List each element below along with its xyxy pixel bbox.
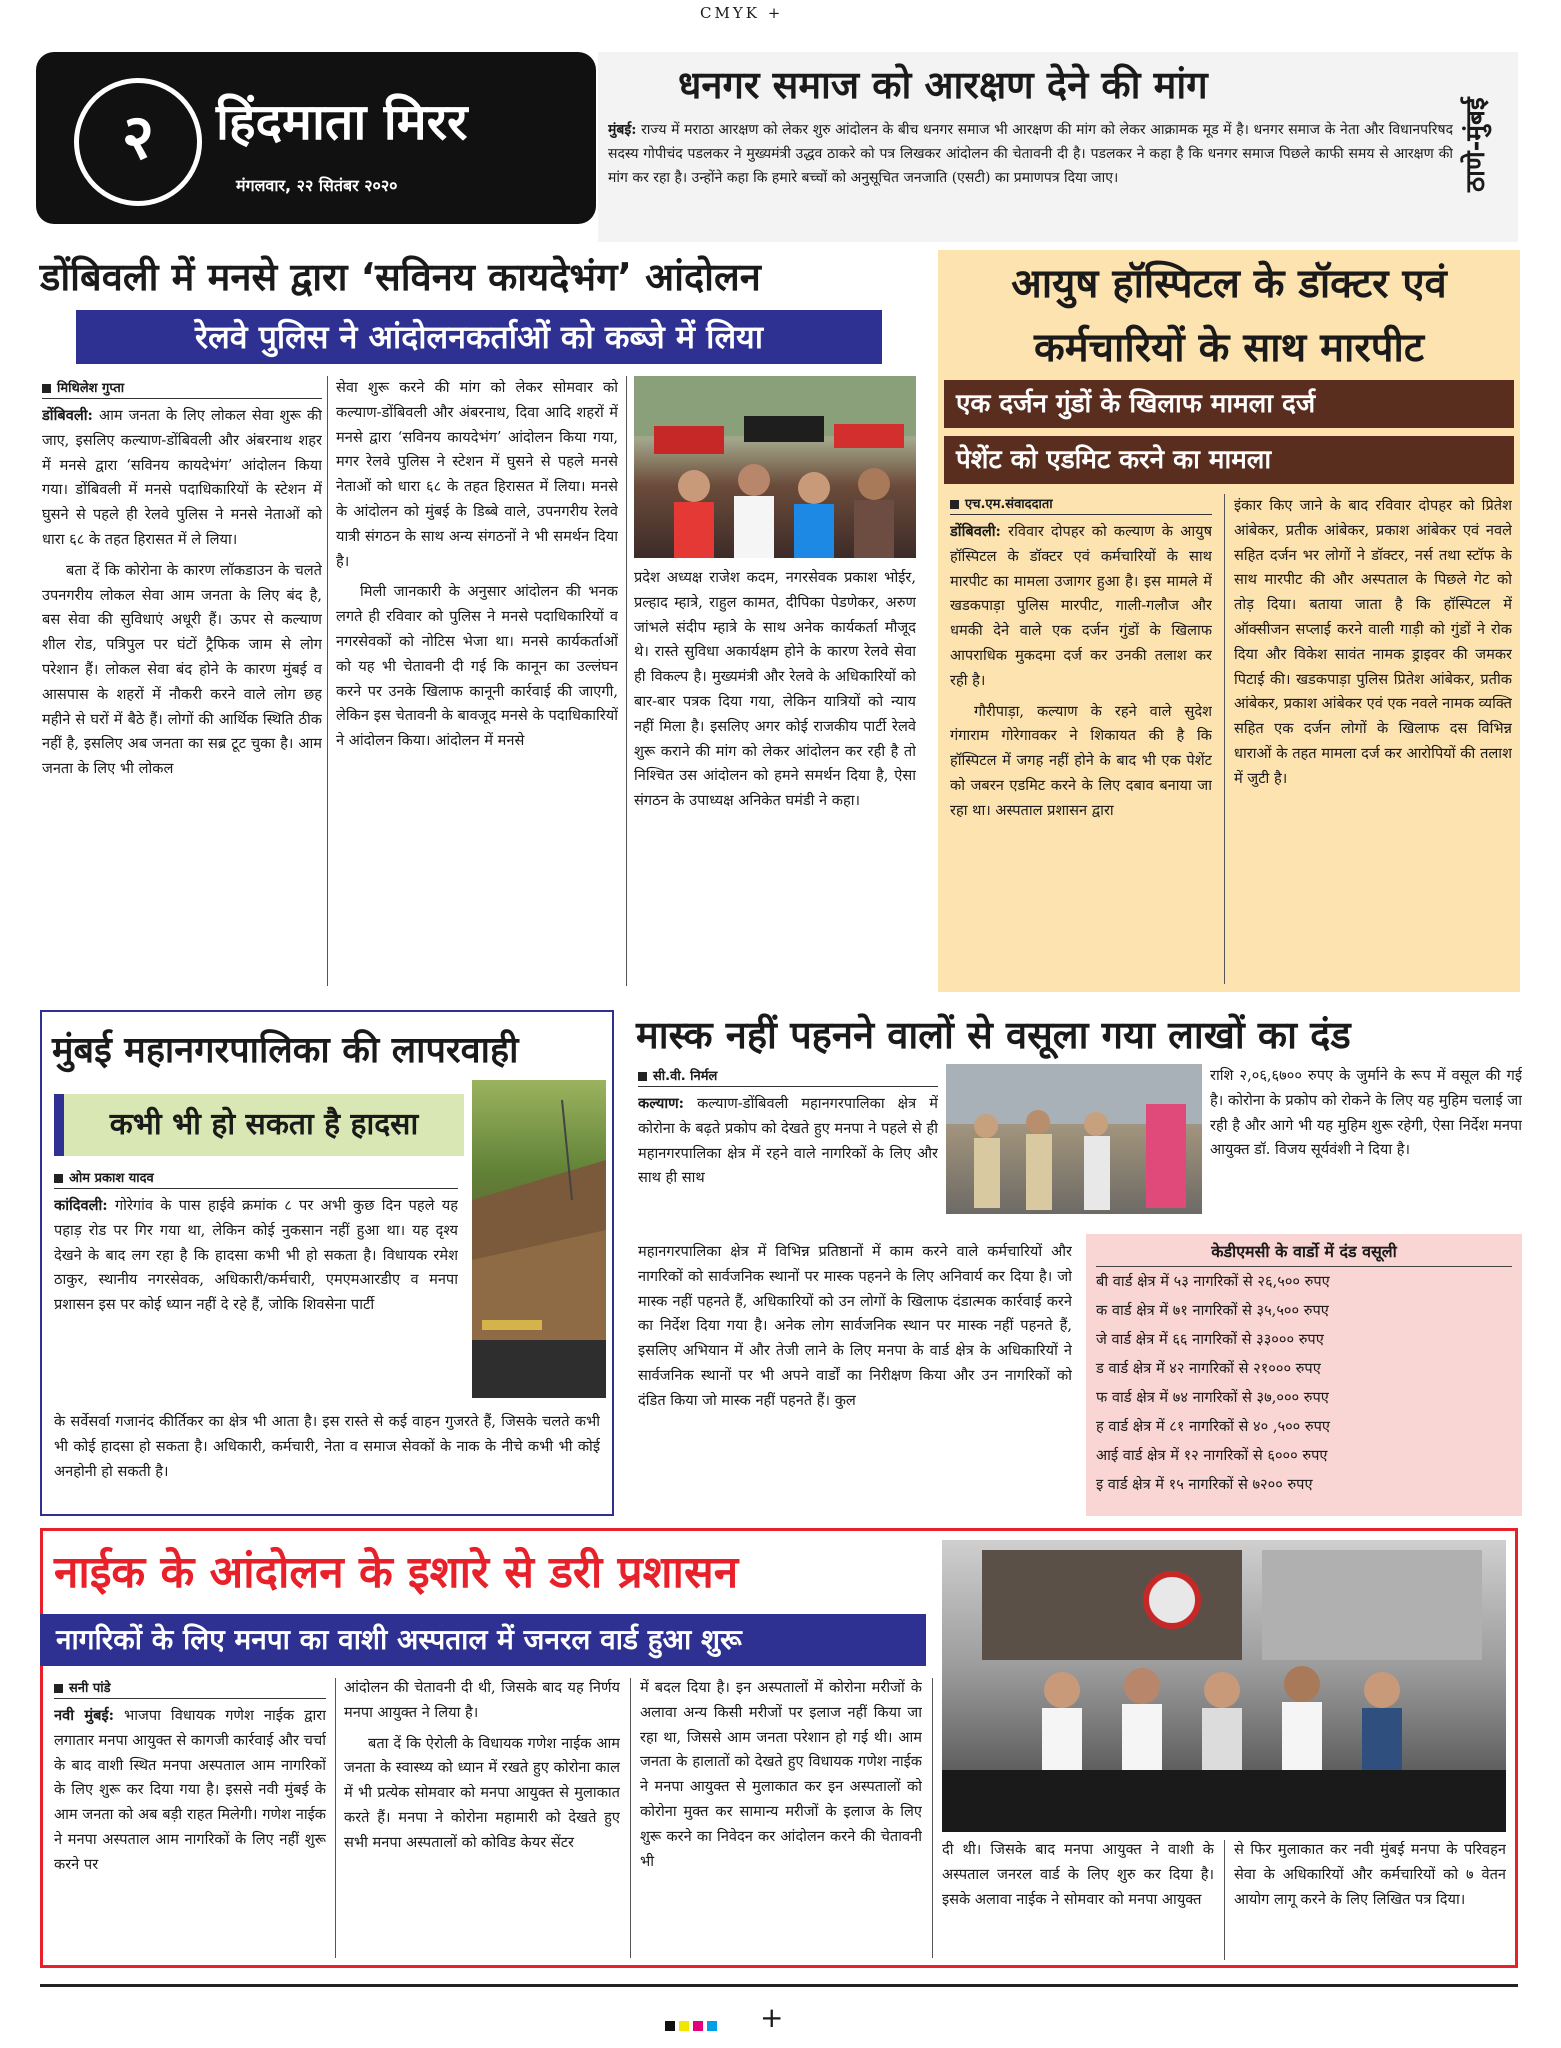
mns-col-3 (634, 566, 916, 988)
dhangar-story (598, 52, 1518, 242)
fine-row: क वार्ड क्षेत्र में ७१ नागरिकों से ३५,५०० रुपए (1096, 1302, 1329, 1319)
mns-col1-p1: आम जनता के लिए लोकल सेवा शुरू की जाए, इसलिए कल्याण-डोंबिवली और अंबरनाथ शहर में मनसे द्वारा ‘सविनय कायदेभंग’ आंदोलन किया गया। डोंबिवली में मनसे पदाधिकारियों के स्टेशन में घुसने से पहले ही रेलवे पुलिस ने मनसे नेताओं को धारा ६८ के तहत हिरासत में ले लिया। (42, 407, 322, 548)
fine-row: बी वार्ड क्षेत्र में ५३ नागरिकों से २६,५०० रुपए (1096, 1273, 1330, 1290)
press-conference-photo (942, 1540, 1506, 1832)
registration-plus: + (760, 2001, 784, 2034)
bmc-dateline: कांदिवली: (54, 1197, 108, 1214)
bmc-bottom-text: के सर्वेसर्वा गजानंद कीर्तिकर का क्षेत्र भी आता है। इस रास्ते से कई वाहन गुजरते हैं, जिसके चलते कभी भी कोई हादसा हो सकता है। अधिकारी, कर्मचारी, नेता व समाज सेवकों के नाक के नीचे कभी भी कोई अनहोनी हो सकती है। (54, 1413, 600, 1480)
fine-box (1086, 1234, 1522, 1516)
mns-subhead-text: रेलवे पुलिस ने आंदोलनकर्ताओं को कब्जे में लिया (194, 318, 763, 356)
naik-col3-text: में बदल दिया है। इन अस्पतालों में कोरोना मरीजों के अलावा अन्य किसी मरीजों पर इलाज नहीं किया जा रहा था, जिससे आम जनता परेशान हो गई थी। आम जनता के हालातों को देखते हुए विधायक गणेश नाईक ने मनपा आयुक्त से मुलाकात कर इन अस्पतालों को कोरोना मुक्त कर सामान्य मरीजों के इलाज के लिए शुरू करने का निवेदन कर आंदोलन करने की चेतावनी भी (640, 1679, 922, 1870)
naik-dateline: नवी मुंबई: (54, 1707, 115, 1724)
fine-row: फ वार्ड क्षेत्र में ७४ नागरिकों से ३७,००० रुपए (1096, 1389, 1329, 1406)
mask-body-top (638, 1092, 938, 1242)
mask-byline (638, 1066, 938, 1087)
rule (335, 1678, 336, 1958)
cmyk-mark: CMYK + (700, 4, 784, 22)
issue-date: मंगलवार, २२ सितंबर २०२० (236, 176, 398, 195)
naik-col-2 (344, 1676, 620, 1960)
naik-col-1 (54, 1704, 326, 1958)
mask-headline: मास्क नहीं पहनने वालों से वसूला गया लाखों का दंड (636, 1013, 1351, 1057)
swatch-yellow (679, 2021, 689, 2031)
ayush-col-2 (1234, 494, 1512, 988)
ayush-sub-2 (944, 436, 1514, 484)
ayush-headline-1: आयुष हॉस्पिटल के डॉक्टर एवं (1011, 261, 1447, 307)
byline-square (54, 1684, 63, 1693)
ayush-col2-p1: इंकार किए जाने के बाद रविवार दोपहर को प्रितेश आंबेकर, प्रतीक आंबेकर, प्रकाश आंबेकर एवं नवले सहित दर्जन भर लोगों ने डॉक्टर, नर्स तथा स्टॉफ के साथ मारपीट की और अस्पताल के पिछले गेट को तोड़ दिया। बताया जाता है कि हॉस्पिटल में ऑक्सीजन सप्लाई करने वाली गाड़ी को गुंडों ने रोक दिया और विकेश सावंत नामक ड्राइवर की जमकर पिटाई की। खडकपाड़ा पुलिस प्रितेश आंबेकर, प्रतीक आंबेकर, प्रकाश आंबेकर एवं एक नवले नामक व्यक्ति सहित एक दर्जन लोगों के खिलाफ दस विभिन्न धाराओं के तहत मामला दर्ज कर आरोपियों की तलाश में जुटी है। (1234, 497, 1512, 787)
fine-row: जे वार्ड क्षेत्र में ६६ नागरिकों से ३३००० रुपए (1096, 1331, 1324, 1348)
dhangar-dateline: मुंबई: (608, 122, 637, 138)
mns-col-1 (42, 404, 322, 990)
mns-col2-p1: सेवा शुरू करने की मांग को लेकर सोमवार को कल्याण-डोंबिवली और अंबरनाथ, दिवा आदि शहरों में मनसे द्वारा ‘सविनय कायदेभंग’ आंदोलन किया गया, मगर रेलवे पुलिस ने स्टेशन में घुसने से पहले मनसे नेताओं को धारा ६८ के तहत हिरासत में लिया। मनसे के आंदोलन को मुंबई के डिब्बे वाले, उपनगरीय रेलवे यात्री संगठन के साथ अन्य संगठनों ने भी समर्थन दिया है। (336, 379, 618, 570)
ayush-dateline: डोंबिवली: (950, 523, 1001, 540)
fine-row: ड वार्ड क्षेत्र में ४२ नागरिकों से २१००० रुपए (1096, 1360, 1321, 1377)
byline-square (54, 1174, 63, 1183)
rule (1224, 1840, 1225, 1960)
bmc-subhead (54, 1094, 464, 1156)
ayush-sub2-text: पेशेंट को एडमिट करने का मामला (956, 445, 1272, 475)
mns-col2-p2: मिली जानकारी के अनुसार आंदोलन की भनक लगते ही रविवार को पुलिस ने मनसे पदाधिकारियों व नगरसेवकों को नोटिस भेजा था। मनसे कार्यकर्ताओं को यह भी चेतावनी दी गई कि कानून का उल्लंघन करने पर उनके खिलाफ कानूनी कार्रवाई की जाएगी, लेकिन इस चेतावनी के बावजूद मनसे के पदाधिकारियों ने आंदोलन किया। आंदोलन में मनसे (336, 583, 618, 750)
bmc-top-text: गोरेगांव के पास हाईवे क्रमांक ८ पर अभी कुछ दिन पहले यह पहाड़ रोड पर गिर गया था, लेकिन कोई नुकसान नहीं हुआ था। यह दृश्य देखने के बाद लग रहा है कि हादसा कभी भी हो सकता है। विधायक रमेश ठाकुर, स्थानीय नगरसेवक, अधिकारी/कर्मचारी, एमएमआरडीए व मनपा प्रशासन इस पर कोई ध्यान नहीं दे रहे हैं, जोकि शिवसेना पार्टी (54, 1197, 458, 1314)
bmc-byline (54, 1168, 458, 1189)
bmc-byline-name: ओम प्रकाश यादव (69, 1171, 154, 1186)
footer-rule (40, 1984, 1518, 1987)
mns-byline-name: मिथिलेश गुप्ता (57, 381, 125, 396)
naik-col2-p2: बता दें कि ऐरोली के विधायक गणेश नाईक आम जनता के स्वास्थ्य को ध्यान में रखते हुए कोरोना काल में भी प्रत्येक सोमवार को मनपा आयुक्त से मुलाकात करते हैं। मनपा ने कोरोना महामारी को देखते हुए सभी मनपा अस्पतालों को कोविड केयर सेंटर (344, 1734, 620, 1851)
naik-byline-name: सनी पांडे (69, 1681, 111, 1696)
mask-byline-name: सी.वी. निर्मल (653, 1069, 718, 1084)
naik-subhead-text: नागरिकों के लिए मनपा का वाशी अस्पताल में जनरल वार्ड हुआ शुरू (56, 1623, 742, 1656)
color-bar (665, 2016, 725, 2026)
mask-photo (946, 1064, 1202, 1214)
mns-col-2 (336, 376, 618, 988)
mns-col3-p1: प्रदेश अध्यक्ष राजेश कदम, नगरसेवक प्रकाश भोईर, प्रल्हाद म्हात्रे, राहुल कामत, दीपिका पेडणेकर, अरुण जांभले संदीप म्हात्रे के साथ अनेक कार्यकर्ता मौजूद थे। रास्ते सुविधा अकार्यक्षम होने के कारण रेलवे सेवा ही विकल्प है। मुख्यमंत्री और रेलवे के अधिकारियों को बार-बार पत्रक दिया गया, लेकिन यात्रियों को न्याय नहीं मिला है। इसलिए अगर कोई राजकीय पार्टी रेलवे शुरू कराने की मांग को लेकर आंदोलन कर रही है तो निश्चित उस आंदोलन को हमने समर्थन दिया है, ऐसा संगठन के उपाध्यक्ष अनिकेत घमंडी ने कहा। (634, 569, 916, 810)
mask-body-right (1210, 1064, 1522, 1228)
ayush-col1-p2: गौरीपाड़ा, कल्याण के रहने वाले सुदेश गंगाराम गोरेगावकर ने शिकायत की है कि हॉस्पिटल में जगह नहीं होने के बाद भी एक पेशेंट को जबरन एडमिट करने के लिए दबाव बनाया जा रहा था। अस्पताल प्रशासन द्वारा (950, 702, 1212, 819)
bmc-body-top (54, 1194, 458, 1404)
page-number-circle: २ (74, 78, 202, 206)
rule (626, 376, 627, 986)
dhangar-body (608, 118, 1453, 238)
mns-col1-p2: बता दें कि कोरोना के कारण लॉकडाउन के चलते उपनगरीय लोकल सेवा आम जनता के लिए बंद है, बस सेवा की सुविधाएं अधूरी हैं। ऊपर से कल्याण शील रोड, पत्रिपुल पर घंटों ट्रैफिक जाम से लोग परेशान हैं। लोकल सेवा बंद होने के कारण मुंबई व आसपास के शहरों में नौकरी करने वाले लोग छह महीने से घरों में बैठे हैं। लोगों की आर्थिक स्थिति ठीक नहीं है, इसलिए अब जनता का सब्र टूट चुका है। आम जनता के लिए भी लोकल (42, 561, 322, 778)
naik-col5-text: से फिर मुलाकात कर नवी मुंबई मनपा के परिवहन सेवा के अधिकारियों और कर्मचारियों को ७ वेतन आयोग लागू करने के लिए लिखित पत्र दिया। (1234, 1841, 1506, 1908)
naik-col-3 (640, 1676, 922, 1960)
landslide-photo (472, 1080, 606, 1398)
hillside-icon (472, 1080, 606, 1398)
ayush-headline-2: कर्मचारियों के साथ मारपीट (1033, 325, 1425, 371)
naik-col4-text: दी थी। जिसके बाद मनपा आयुक्त ने वाशी के अस्पताल जनरल वार्ड के लिए शुरु कर दिया है। इसके अलावा नाईक ने सोमवार को मनपा आयुक्त (942, 1841, 1214, 1908)
bmc-headline: मुंबई महानगरपालिका की लापरवाही (52, 1030, 519, 1071)
fine-row: आई वार्ड क्षेत्र में १२ नागरिकों से ६००० रुपए (1096, 1447, 1328, 1464)
fine-row: इ वार्ड क्षेत्र में १५ नागरिकों से ७२०० रुपए (1096, 1476, 1313, 1493)
print-marks-top (700, 4, 860, 28)
rule (932, 1678, 933, 1958)
dhangar-text: राज्य में मराठा आरक्षण को लेकर शुरु आंदोलन के बीच धनगर समाज भी आरक्षण की मांग को लेकर आक्रामक मूड में है। धनगर समाज के नेता और विधानपरिषद सदस्य गोपीचंद पडलकर ने मुख्यमंत्री उद्धव ठाकरे को पत्र लिखकर आंदोलन की चेतावनी दी है। पडलकर ने कहा है कि धनगर समाज पिछले काफी समय से आरक्षण की मांग कर रहा है। उन्होंने कहा कि हमारे बच्चों को अनुसूचित जनजाति (एसटी) का प्रमाणपत्र दिया जाए। (608, 122, 1453, 186)
naik-col-5 (1234, 1838, 1506, 1962)
naik-byline (54, 1678, 326, 1699)
naik-col-4 (942, 1838, 1214, 1962)
masthead (36, 52, 596, 224)
dhangar-headline: धनगर समाज को आरक्षण देने की मांग (678, 63, 1208, 107)
naik-headline: नाईक के आंदोलन के इशारे से डरी प्रशासन (54, 1547, 739, 1598)
police-scene-icon (946, 1064, 1202, 1214)
naik-col1-text: भाजपा विधायक गणेश नाईक द्वारा लगातार मनपा आयुक्त से कागजी कार्रवाई और चर्चा के बाद वाशी स्थित मनपा अस्पताल आम नागरिकों के लिए शुरू कर दिया गया है। इससे नवी मुंबई के आम जनता को अब बड़ी राहत मिलेगी। गणेश नाईक ने मनपा अस्पताल आम नागरिकों के लिए नहीं शुरू करने पर (54, 1707, 326, 1873)
ayush-byline (950, 494, 1212, 515)
mask-dateline: कल्याण: (638, 1095, 685, 1112)
mask-right-text: राशि २,०६,६७०० रुपए के जुर्माने के रूप में वसूल की गई है। कोरोना के प्रकोप को रोकने के लिए यह मुहिम चलाई जा रही है और आगे भी यह मुहिम शुरू रहेगी, ऐसा निर्देश मनपा आयुक्त डॉ. विजय सूर्यवंशी ने दिया है। (1210, 1067, 1522, 1159)
ayush-byline-name: एच.एम.संवाददाता (965, 497, 1053, 512)
rule (327, 376, 328, 986)
paper-title: हिंदमाता मिरर (216, 93, 468, 151)
mask-main-text: महानगरपालिका क्षेत्र में विभिन्न प्रतिष्ठानों में काम करने वाले कर्मचारियों और नागरिकों को सार्वजनिक स्थानों पर मास्क पहनने के लिए अनिवार्य कर दिया है। जो मास्क नहीं पहनते हैं, अधिकारियों को उन लोगों के खिलाफ दंडात्मक कार्रवाई करने का निर्देश दिया गया है। अनेक लोग सार्वजनिक स्थान पर मास्क नहीं पहनते हैं, इसलिए अभियान में और तेजी लाने के लिए मनपा के वार्ड क्षेत्र के अधिकारियों ने सार्वजनिक स्थानों पर भी अपने वार्डों का निरीक्षण किया और उन नागरिकों को दंडित किया जो मास्क नहीं पहनते हैं। कुल (638, 1243, 1072, 1409)
ayush-sub1-text: एक दर्जन गुंडों के खिलाफ मामला दर्ज (956, 389, 1316, 419)
section-label: ठाणे-मुंबई (1461, 97, 1491, 193)
ayush-col1-p1: रविवार दोपहर को कल्याण के आयुष हॉस्पिटल के डॉक्टर एवं कर्मचारियों के साथ मारपीट का मामला उजागर हुआ है। इस मामले में खडकपाड़ा पुलिस मारपीट, गाली-गलौज और धमकी देने वाले एक दर्जन गुंडों के खिलाफ आपराधिक मुकदमा दर्ज कर उनकी तलाश कर रही है। (950, 523, 1212, 689)
byline-square (638, 1072, 647, 1081)
bmc-body-bottom (54, 1410, 600, 1510)
swatch-magenta (693, 2021, 703, 2031)
byline-square (950, 500, 959, 509)
byline-square (42, 384, 51, 393)
swatch-cyan (707, 2021, 717, 2031)
mask-top-text: कल्याण-डोंबिवली महानगरपालिका क्षेत्र में कोरोना के बढ़ते प्रकोप को देखते हुए मनपा ने पहले से ही महानगरपालिका क्षेत्र में रहने वाले नागरिकों के लिए और साथ ही साथ (638, 1095, 938, 1187)
ayush-col-1 (950, 520, 1212, 986)
swatch-black (665, 2021, 675, 2031)
naik-subhead (40, 1614, 926, 1666)
protest-scene-icon (634, 376, 916, 558)
fine-box-title: केडीएमसी के वार्डो में दंड वसूली (1096, 1240, 1512, 1267)
mns-protest-photo (634, 376, 916, 558)
naik-col2-p1: आंदोलन की चेतावनी दी थी, जिसके बाद यह निर्णय मनपा आयुक्त ने लिया है। (344, 1679, 620, 1721)
fine-row: ह वार्ड क्षेत्र में ८१ नागरिकों से ४० ,५०० रुपए (1096, 1418, 1330, 1435)
ayush-sub-1 (944, 380, 1514, 428)
mask-body-main (638, 1240, 1072, 1516)
rule (1224, 494, 1225, 984)
mns-subhead (76, 310, 882, 364)
mns-dateline: डोंबिवली: (42, 407, 93, 424)
bmc-subhead-text: कभी भी हो सकता है हादसा (109, 1107, 419, 1142)
press-scene-icon (942, 1540, 1506, 1832)
mns-byline (42, 378, 322, 399)
mns-headline: डोंबिवली में मनसे द्वारा ‘सविनय कायदेभंग’ आंदोलन (40, 255, 761, 299)
rule (630, 1678, 631, 1958)
